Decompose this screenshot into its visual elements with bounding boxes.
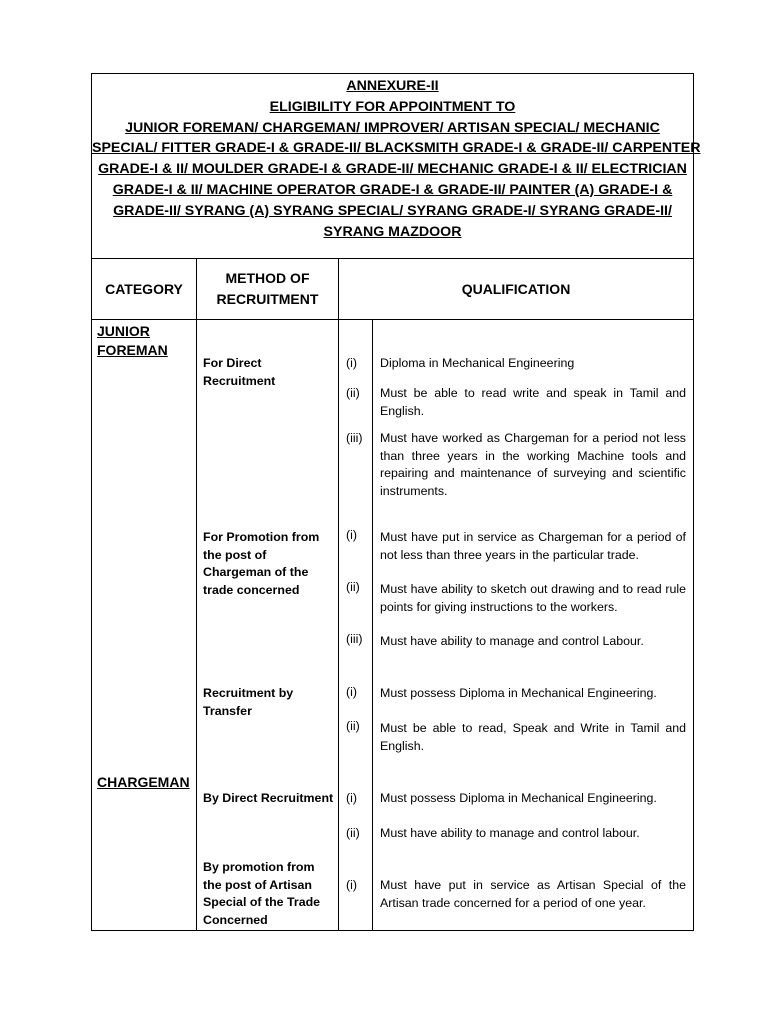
qualification-text: Must have ability to sketch out drawing and to read rule points for giving instructions to the workers. [380, 582, 686, 614]
column-header-divider [91, 319, 694, 320]
heading-line-2: JUNIOR FOREMAN/ CHARGEMAN/ IMPROVER/ ARTISAN SPECIAL/ MECHANIC [125, 119, 660, 136]
heading-line-4: GRADE-I & II/ MOULDER GRADE-I & GRADE-II/ MECHANIC GRADE-I & II/ ELECTRICIAN [98, 161, 687, 178]
qualification-number: (i) [346, 356, 358, 370]
qualification-number: (i) [346, 528, 358, 542]
column-header-qualification: QUALIFICATION [461, 280, 571, 297]
qualification-text: Must be able to read write and speak in Tamil and English. [380, 386, 686, 418]
qualification-text: Must possess Diploma in Mechanical Engineering. [380, 686, 657, 700]
method-promotion-from-artisan-special: By promotion from the post of Artisan Special of the Trade Concerned [203, 860, 321, 927]
method-by-direct-recruitment: By Direct Recruitment [203, 791, 334, 805]
qualification-number: (i) [346, 791, 358, 805]
heading-line-3: SPECIAL/ FITTER GRADE-I & GRADE-II/ BLACKSMITH GRADE-I & GRADE-II/ CARPENTER [92, 140, 701, 157]
qualification-number: (ii) [346, 386, 360, 400]
column-divider-number [372, 319, 373, 931]
column-header-method: METHOD OF RECRUITMENT [216, 270, 319, 307]
qualification-number: (iii) [346, 431, 363, 445]
column-divider-category [196, 258, 197, 931]
qualification-number: (iii) [346, 632, 363, 646]
qualification-text: Must have ability to manage and control Labour. [380, 634, 644, 648]
qualification-text: Must have worked as Chargeman for a period not less than three years in the working Machine tools and repairing and maintenance of surveying and scientific instruments. [380, 431, 686, 498]
annexure-title: ANNEXURE-II [346, 78, 439, 94]
qualification-number: (i) [346, 878, 358, 892]
method-recruitment-by-transfer: Recruitment by Transfer [203, 686, 294, 718]
qualification-text: Diploma in Mechanical Engineering [380, 356, 575, 370]
column-divider-method [338, 258, 339, 931]
heading-line-1: ELIGIBILITY FOR APPOINTMENT TO [269, 98, 516, 115]
heading-line-5: GRADE-I & II/ MACHINE OPERATOR GRADE-I & GRADE-II/ PAINTER (A) GRADE-I & [112, 181, 673, 198]
qualification-number: (ii) [346, 719, 360, 733]
method-direct-recruitment: For Direct Recruitment [203, 356, 276, 388]
qualification-text: Must have put in service as Chargeman for a period of not less than three years in the particular trade. [380, 530, 686, 562]
heading-line-6: GRADE-II/ SYRANG (A) SYRANG SPECIAL/ SYRANG GRADE-I/ SYRANG GRADE-II/ [113, 202, 672, 219]
qualification-text: Must have put in service as Artisan Special of the Artisan trade concerned for a period of one year. [380, 878, 686, 910]
category-chargeman: CHARGEMAN [97, 774, 190, 790]
qualification-number: (i) [346, 685, 358, 699]
annexure-heading [92, 74, 701, 258]
qualification-text: Must have ability to manage and control labour. [380, 826, 640, 840]
qualification-text: Must be able to read, Speak and Write in Tamil and English. [380, 721, 686, 753]
qualification-text: Must possess Diploma in Mechanical Engineering. [380, 791, 657, 805]
method-promotion-from-chargeman: For Promotion from the post of Chargeman of the trade concerned [203, 530, 320, 597]
qualification-number: (ii) [346, 826, 360, 840]
heading-line-7: SYRANG MAZDOOR [323, 223, 462, 240]
column-header-category: CATEGORY [105, 280, 183, 297]
category-junior-foreman: JUNIOR FOREMAN [97, 323, 168, 358]
qualification-number: (ii) [346, 580, 360, 594]
